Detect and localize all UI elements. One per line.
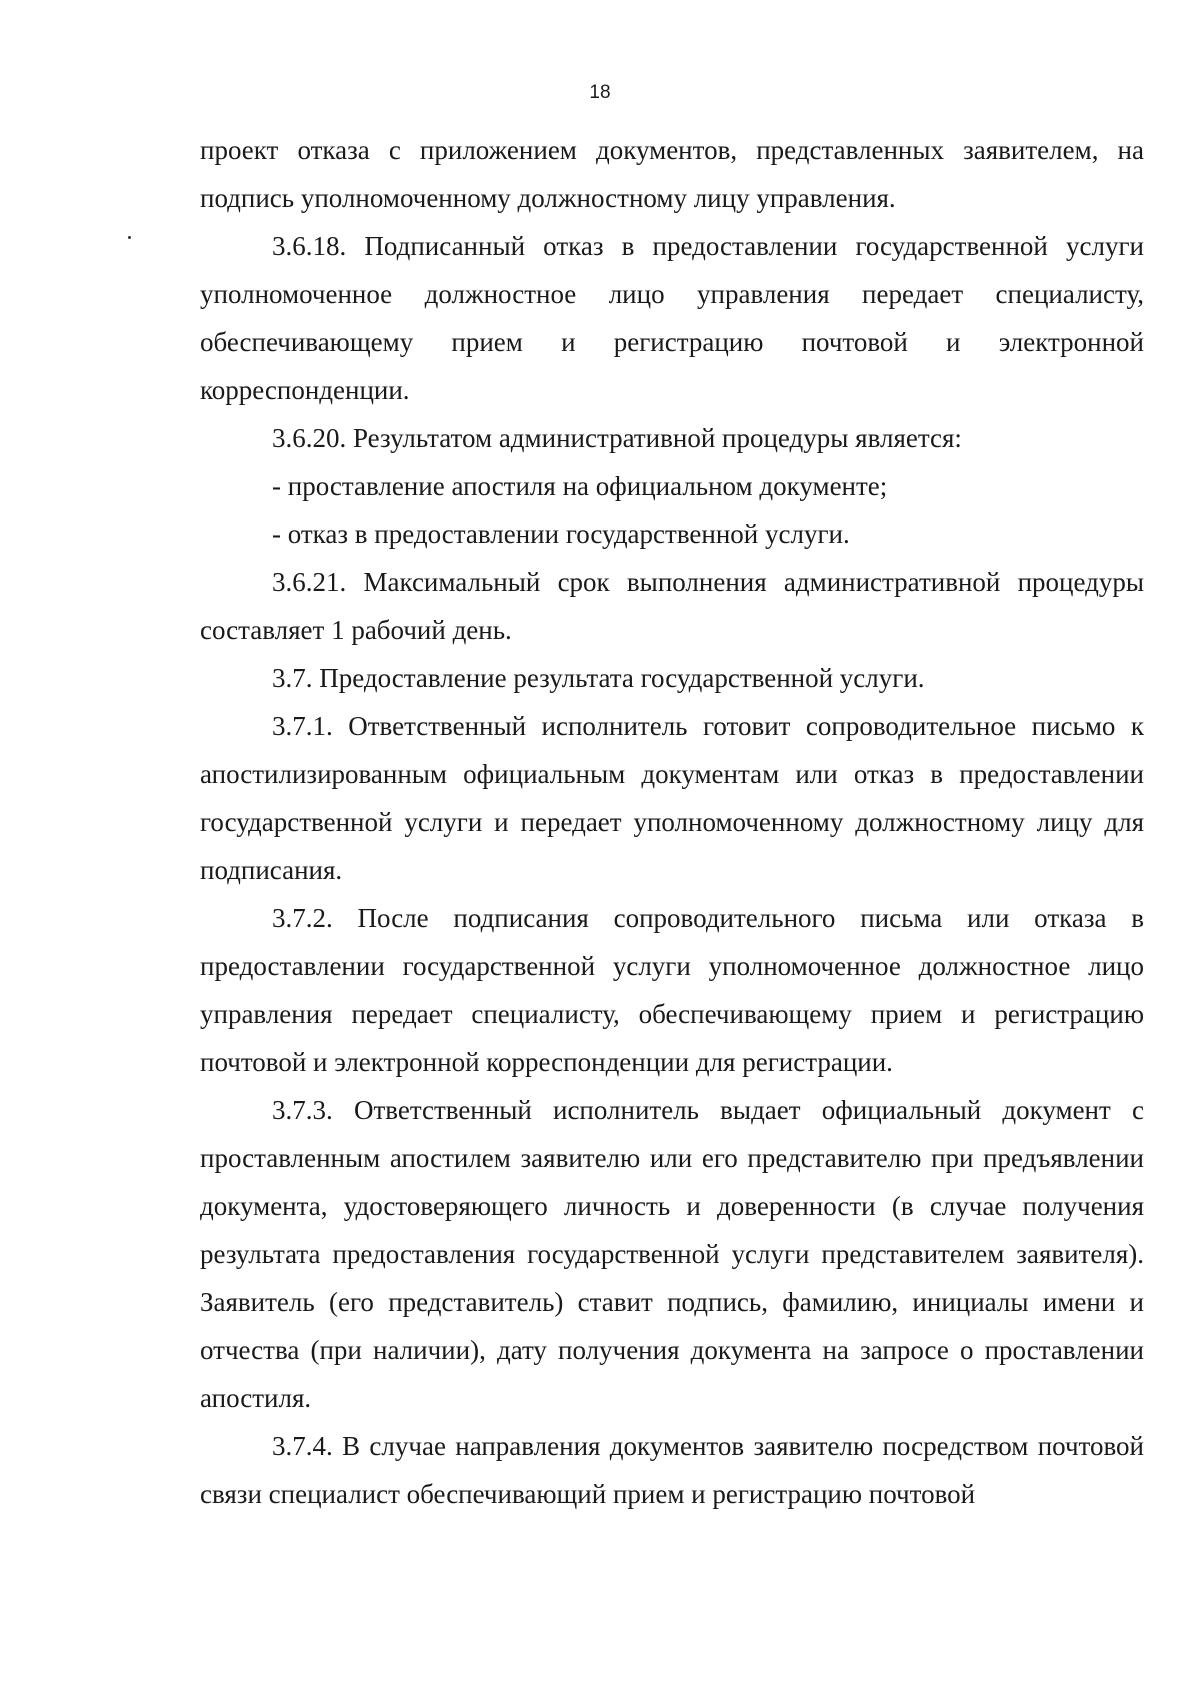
paragraph-3-7-2: 3.7.2. После подписания сопроводительного письма или отказа в предоставлении государственной услуги уполномоченное должностное лицо управления передает специалисту, обеспечивающему прием и регистрацию почтовой и электронной корреспонденции для регистрации.: [200, 903, 1144, 1077]
paragraph-3-7-4: 3.7.4. В случае направления документов заявителю посредством почтовой связи специалист обеспечивающий прием и регистрацию почтовой: [200, 1431, 1144, 1509]
paragraph-3-6-20: 3.6.20. Результатом административной процедуры является:: [272, 423, 962, 453]
paragraph-3-6-21: 3.6.21. Максимальный срок выполнения административной процедуры составляет 1 рабочий день.: [200, 567, 1144, 645]
list-item-refusal: - отказ в предоставлении государственной услуги.: [272, 519, 850, 549]
page-number: 18: [589, 82, 611, 103]
paragraph-3-7-3: 3.7.3. Ответственный исполнитель выдает официальный документ с проставленным апостилем заявителю или его представителю при предъявлении документа, удостоверяющего личность и доверенности (в случае получения результата предоставления государственной услуги представителем заявителя). Заявитель (его представитель) ставит подпись, фамилию, инициалы имени и отчества (при наличии), дату получения документа на запросе о проставлении апостиля.: [200, 1095, 1144, 1413]
scan-mark: [128, 236, 131, 239]
paragraph-3-7-1: 3.7.1. Ответственный исполнитель готовит сопроводительное письмо к апостилизированным официальным документам или отказ в предоставлении государственной услуги и передает уполномоченному должностному лицу для подписания.: [200, 711, 1144, 885]
paragraph-continuation: проект отказа с приложением документов, представленных заявителем, на подпись уполномоченному должностному лицу управления.: [200, 135, 1144, 213]
paragraph-3-6-18: 3.6.18. Подписанный отказ в предоставлении государственной услуги уполномоченное должностное лицо управления передает специалисту, обеспечивающему прием и регистрацию почтовой и электронной корреспонденции.: [200, 231, 1144, 405]
list-item-apostille: - проставление апостиля на официальном документе;: [272, 471, 888, 501]
section-heading-3-7: 3.7. Предоставление результата государственной услуги.: [272, 663, 925, 693]
document-body: [200, 126, 1144, 1518]
